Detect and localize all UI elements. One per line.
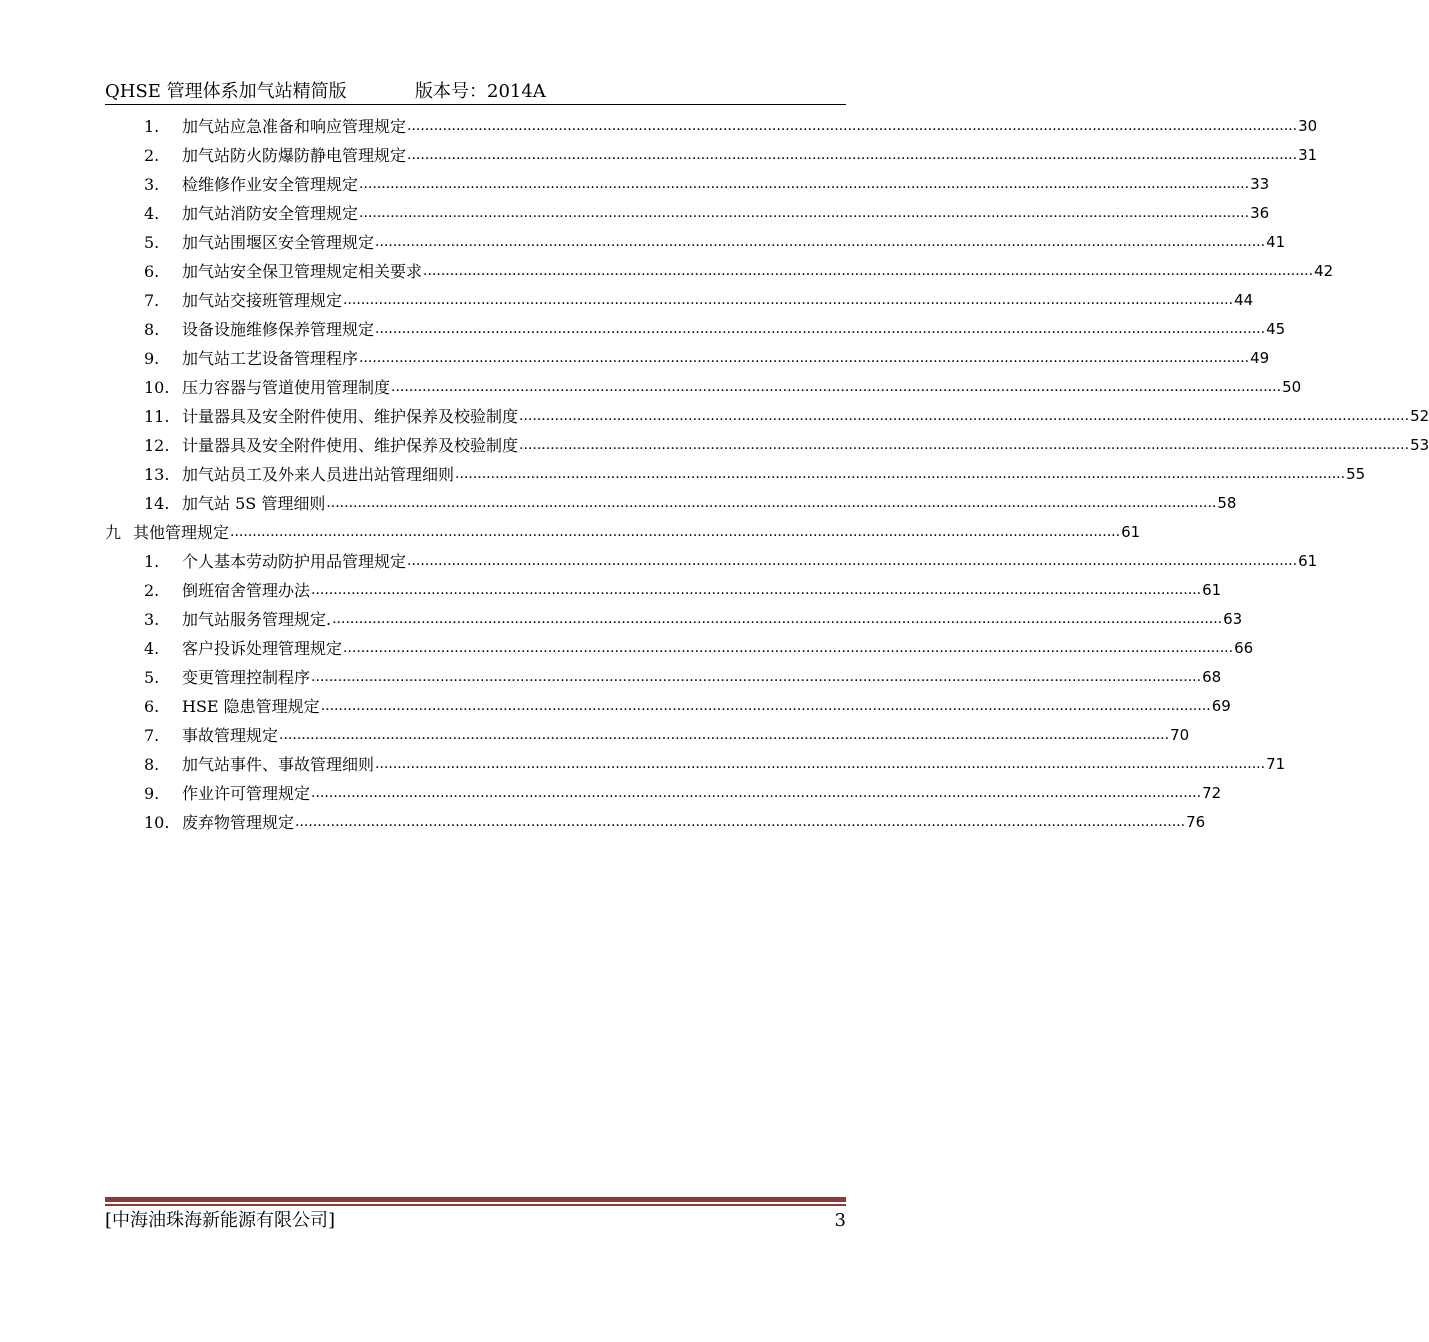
- toc-dot-leader: ........................................................................................................................................................................................................: [391, 379, 1282, 395]
- toc-entry-title: 加气站员工及外来人员进出站管理细则: [182, 465, 455, 484]
- toc-entry[interactable]: [144, 663, 1222, 692]
- toc-entry-number: 9.: [144, 349, 160, 368]
- toc-dot-leader: ........................................................................................................................................................................................................: [311, 669, 1202, 685]
- toc-entry[interactable]: [144, 750, 1286, 779]
- toc-entry-number: 6.: [144, 262, 160, 281]
- toc-entry-title: 客户投诉处理管理规定: [182, 639, 343, 658]
- toc-dot-leader: ........................................................................................................................................................................................................: [375, 321, 1266, 337]
- toc-entry-title: 加气站防火防爆防静电管理规定: [182, 146, 407, 165]
- toc-entry-number: 8.: [144, 320, 160, 339]
- toc-dot-leader: ........................................................................................................................................................................................................: [230, 524, 1121, 540]
- toc-entry-title: 个人基本劳动防护用品管理规定: [182, 552, 407, 571]
- toc-dot-leader: ........................................................................................................................................................................................................: [320, 698, 1211, 714]
- toc-entry-number: 7.: [144, 291, 160, 310]
- toc-entry-title: 加气站消防安全管理规定: [182, 204, 359, 223]
- toc-entry-page: 61: [1202, 581, 1222, 599]
- toc-entry-title: 设备设施维修保养管理规定: [182, 320, 375, 339]
- toc-entry-page: 49: [1250, 349, 1270, 367]
- toc-entry[interactable]: [144, 431, 1429, 460]
- toc-entry-page: 69: [1211, 697, 1231, 715]
- toc-entry-title: 加气站安全保卫管理规定相关要求: [182, 262, 423, 281]
- toc-entry-page: 71: [1266, 755, 1286, 773]
- toc-entry[interactable]: [105, 518, 1141, 547]
- toc-entry-title: 作业许可管理规定: [182, 784, 311, 803]
- version-number: 版本号：2014A: [415, 81, 546, 102]
- toc-entry[interactable]: [144, 576, 1222, 605]
- toc-dot-leader: ........................................................................................................................................................................................................: [407, 118, 1298, 134]
- toc-entry-page: 31: [1298, 146, 1318, 164]
- toc-entry-number: 10.: [144, 378, 170, 397]
- toc-dot-leader: ........................................................................................................................................................................................................: [375, 756, 1266, 772]
- toc-entry-number: 12.: [144, 436, 170, 455]
- toc-dot-leader: ........................................................................................................................................................................................................: [343, 640, 1234, 656]
- toc-entry[interactable]: [144, 373, 1302, 402]
- toc-entry-number: 11.: [144, 407, 170, 426]
- footer-divider-thin: [105, 1204, 846, 1206]
- toc-entry-title: 计量器具及安全附件使用、维护保养及校验制度: [182, 407, 519, 426]
- toc-entry-page: 42: [1314, 262, 1334, 280]
- toc-entry[interactable]: [144, 199, 1270, 228]
- toc-entry-number: 1.: [144, 117, 160, 136]
- toc-entry-title: 倒班宿舍管理办法: [182, 581, 311, 600]
- toc-entry-page: 41: [1266, 233, 1286, 251]
- toc-entry[interactable]: [144, 344, 1270, 373]
- toc-dot-leader: ........................................................................................................................................................................................................: [359, 176, 1250, 192]
- toc-entry-page: 52: [1410, 407, 1429, 425]
- toc-entry-page: 30: [1298, 117, 1318, 135]
- toc-entry-number: 4.: [144, 639, 160, 658]
- toc-entry-page: 45: [1266, 320, 1286, 338]
- toc-dot-leader: ........................................................................................................................................................................................................: [279, 727, 1170, 743]
- toc-entry-page: 68: [1202, 668, 1222, 686]
- toc-entry-title: 检维修作业安全管理规定: [182, 175, 359, 194]
- toc-entry-number: 5.: [144, 233, 160, 252]
- toc-entry-page: 58: [1217, 494, 1237, 512]
- toc-entry-title: 加气站 5S 管理细则: [182, 494, 326, 513]
- document-title: QHSE 管理体系加气站精简版: [105, 81, 347, 102]
- toc-entry[interactable]: [144, 547, 1318, 576]
- toc-entry[interactable]: [144, 721, 1190, 750]
- toc-dot-leader: ........................................................................................................................................................................................................: [407, 147, 1298, 163]
- toc-entry-title: 加气站事件、事故管理细则: [182, 755, 375, 774]
- header-divider: [105, 104, 846, 105]
- toc-entry-title: 加气站交接班管理规定: [182, 291, 343, 310]
- toc-entry-title: 废弃物管理规定: [182, 813, 295, 832]
- toc-entry-page: 50: [1282, 378, 1302, 396]
- toc-entry[interactable]: [144, 460, 1366, 489]
- toc-entry-title: 加气站围堰区安全管理规定: [182, 233, 375, 252]
- toc-dot-leader: ........................................................................................................................................................................................................: [423, 263, 1314, 279]
- toc-dot-leader: ........................................................................................................................................................................................................: [359, 350, 1250, 366]
- toc-entry[interactable]: [144, 315, 1286, 344]
- toc-entry-page: 61: [1121, 523, 1141, 541]
- toc-entry[interactable]: [144, 141, 1318, 170]
- toc-dot-leader: ........................................................................................................................................................................................................: [295, 814, 1186, 830]
- toc-dot-leader: ........................................................................................................................................................................................................: [407, 553, 1298, 569]
- toc-entry-number: 7.: [144, 726, 160, 745]
- toc-entry-number: 九: [105, 523, 122, 542]
- toc-entry[interactable]: [144, 112, 1318, 141]
- toc-entry-number: 13.: [144, 465, 170, 484]
- toc-entry-title: HSE 隐患管理规定: [182, 697, 320, 716]
- toc-entry-number: 2.: [144, 581, 160, 600]
- toc-entry-number: 14.: [144, 494, 170, 513]
- toc-entry-page: 70: [1170, 726, 1190, 744]
- toc-entry-page: 76: [1186, 813, 1206, 831]
- toc-entry-title: 加气站应急准备和响应管理规定: [182, 117, 407, 136]
- toc-entry-page: 63: [1223, 610, 1243, 628]
- toc-entry[interactable]: [144, 779, 1222, 808]
- toc-entry-number: 1.: [144, 552, 160, 571]
- toc-dot-leader: ........................................................................................................................................................................................................: [343, 292, 1234, 308]
- footer-divider-thick: [105, 1197, 846, 1202]
- toc-entry-number: 10.: [144, 813, 170, 832]
- toc-dot-leader: ........................................................................................................................................................................................................: [311, 785, 1202, 801]
- footer-company: [中海油珠海新能源有限公司]: [105, 1210, 336, 1231]
- toc-entry-number: 8.: [144, 755, 160, 774]
- toc-entry-page: 44: [1234, 291, 1254, 309]
- toc-entry-number: 3.: [144, 610, 160, 629]
- toc-dot-leader: ........................................................................................................................................................................................................: [332, 611, 1223, 627]
- toc-entry[interactable]: [144, 286, 1254, 315]
- toc-entry-number: 3.: [144, 175, 160, 194]
- toc-entry[interactable]: [144, 634, 1254, 663]
- footer-page-number: 3: [834, 1210, 846, 1231]
- page-header: [105, 80, 846, 104]
- toc-dot-leader: ........................................................................................................................................................................................................: [375, 234, 1266, 250]
- toc-entry[interactable]: [144, 170, 1270, 199]
- toc-entry[interactable]: [144, 692, 1231, 721]
- toc-entry-number: 2.: [144, 146, 160, 165]
- toc-dot-leader: ........................................................................................................................................................................................................: [519, 437, 1410, 453]
- toc-entry[interactable]: [144, 402, 1429, 431]
- toc-entry-title: 加气站服务管理规定.: [182, 610, 332, 629]
- toc-entry-title: 事故管理规定: [182, 726, 279, 745]
- toc-entry[interactable]: [144, 489, 1237, 518]
- toc-entry-page: 36: [1250, 204, 1270, 222]
- toc-entry-page: 33: [1250, 175, 1270, 193]
- toc-entry-page: 53: [1410, 436, 1429, 454]
- toc-dot-leader: ........................................................................................................................................................................................................: [519, 408, 1410, 424]
- toc-entry-page: 55: [1346, 465, 1366, 483]
- toc-entry-number: 9.: [144, 784, 160, 803]
- toc-dot-leader: ........................................................................................................................................................................................................: [326, 495, 1217, 511]
- toc-entry[interactable]: [144, 808, 1206, 837]
- toc-entry-number: 5.: [144, 668, 160, 687]
- toc-entry-page: 72: [1202, 784, 1222, 802]
- toc-entry-title: 计量器具及安全附件使用、维护保养及校验制度: [182, 436, 519, 455]
- toc-entry-number: 4.: [144, 204, 160, 223]
- toc-dot-leader: ........................................................................................................................................................................................................: [455, 466, 1346, 482]
- toc-dot-leader: ........................................................................................................................................................................................................: [311, 582, 1202, 598]
- toc-entry-number: 6.: [144, 697, 160, 716]
- toc-entry[interactable]: [144, 257, 1334, 286]
- toc-entry[interactable]: [144, 605, 1243, 634]
- toc-dot-leader: ........................................................................................................................................................................................................: [359, 205, 1250, 221]
- toc-entry[interactable]: [144, 228, 1286, 257]
- toc-entry-title: 变更管理控制程序: [182, 668, 311, 687]
- toc-entry-page: 61: [1298, 552, 1318, 570]
- toc-entry-title: 加气站工艺设备管理程序: [182, 349, 359, 368]
- toc-entry-title: 压力容器与管道使用管理制度: [182, 378, 391, 397]
- toc-entry-title: 其他管理规定: [133, 523, 230, 542]
- toc-entry-page: 66: [1234, 639, 1254, 657]
